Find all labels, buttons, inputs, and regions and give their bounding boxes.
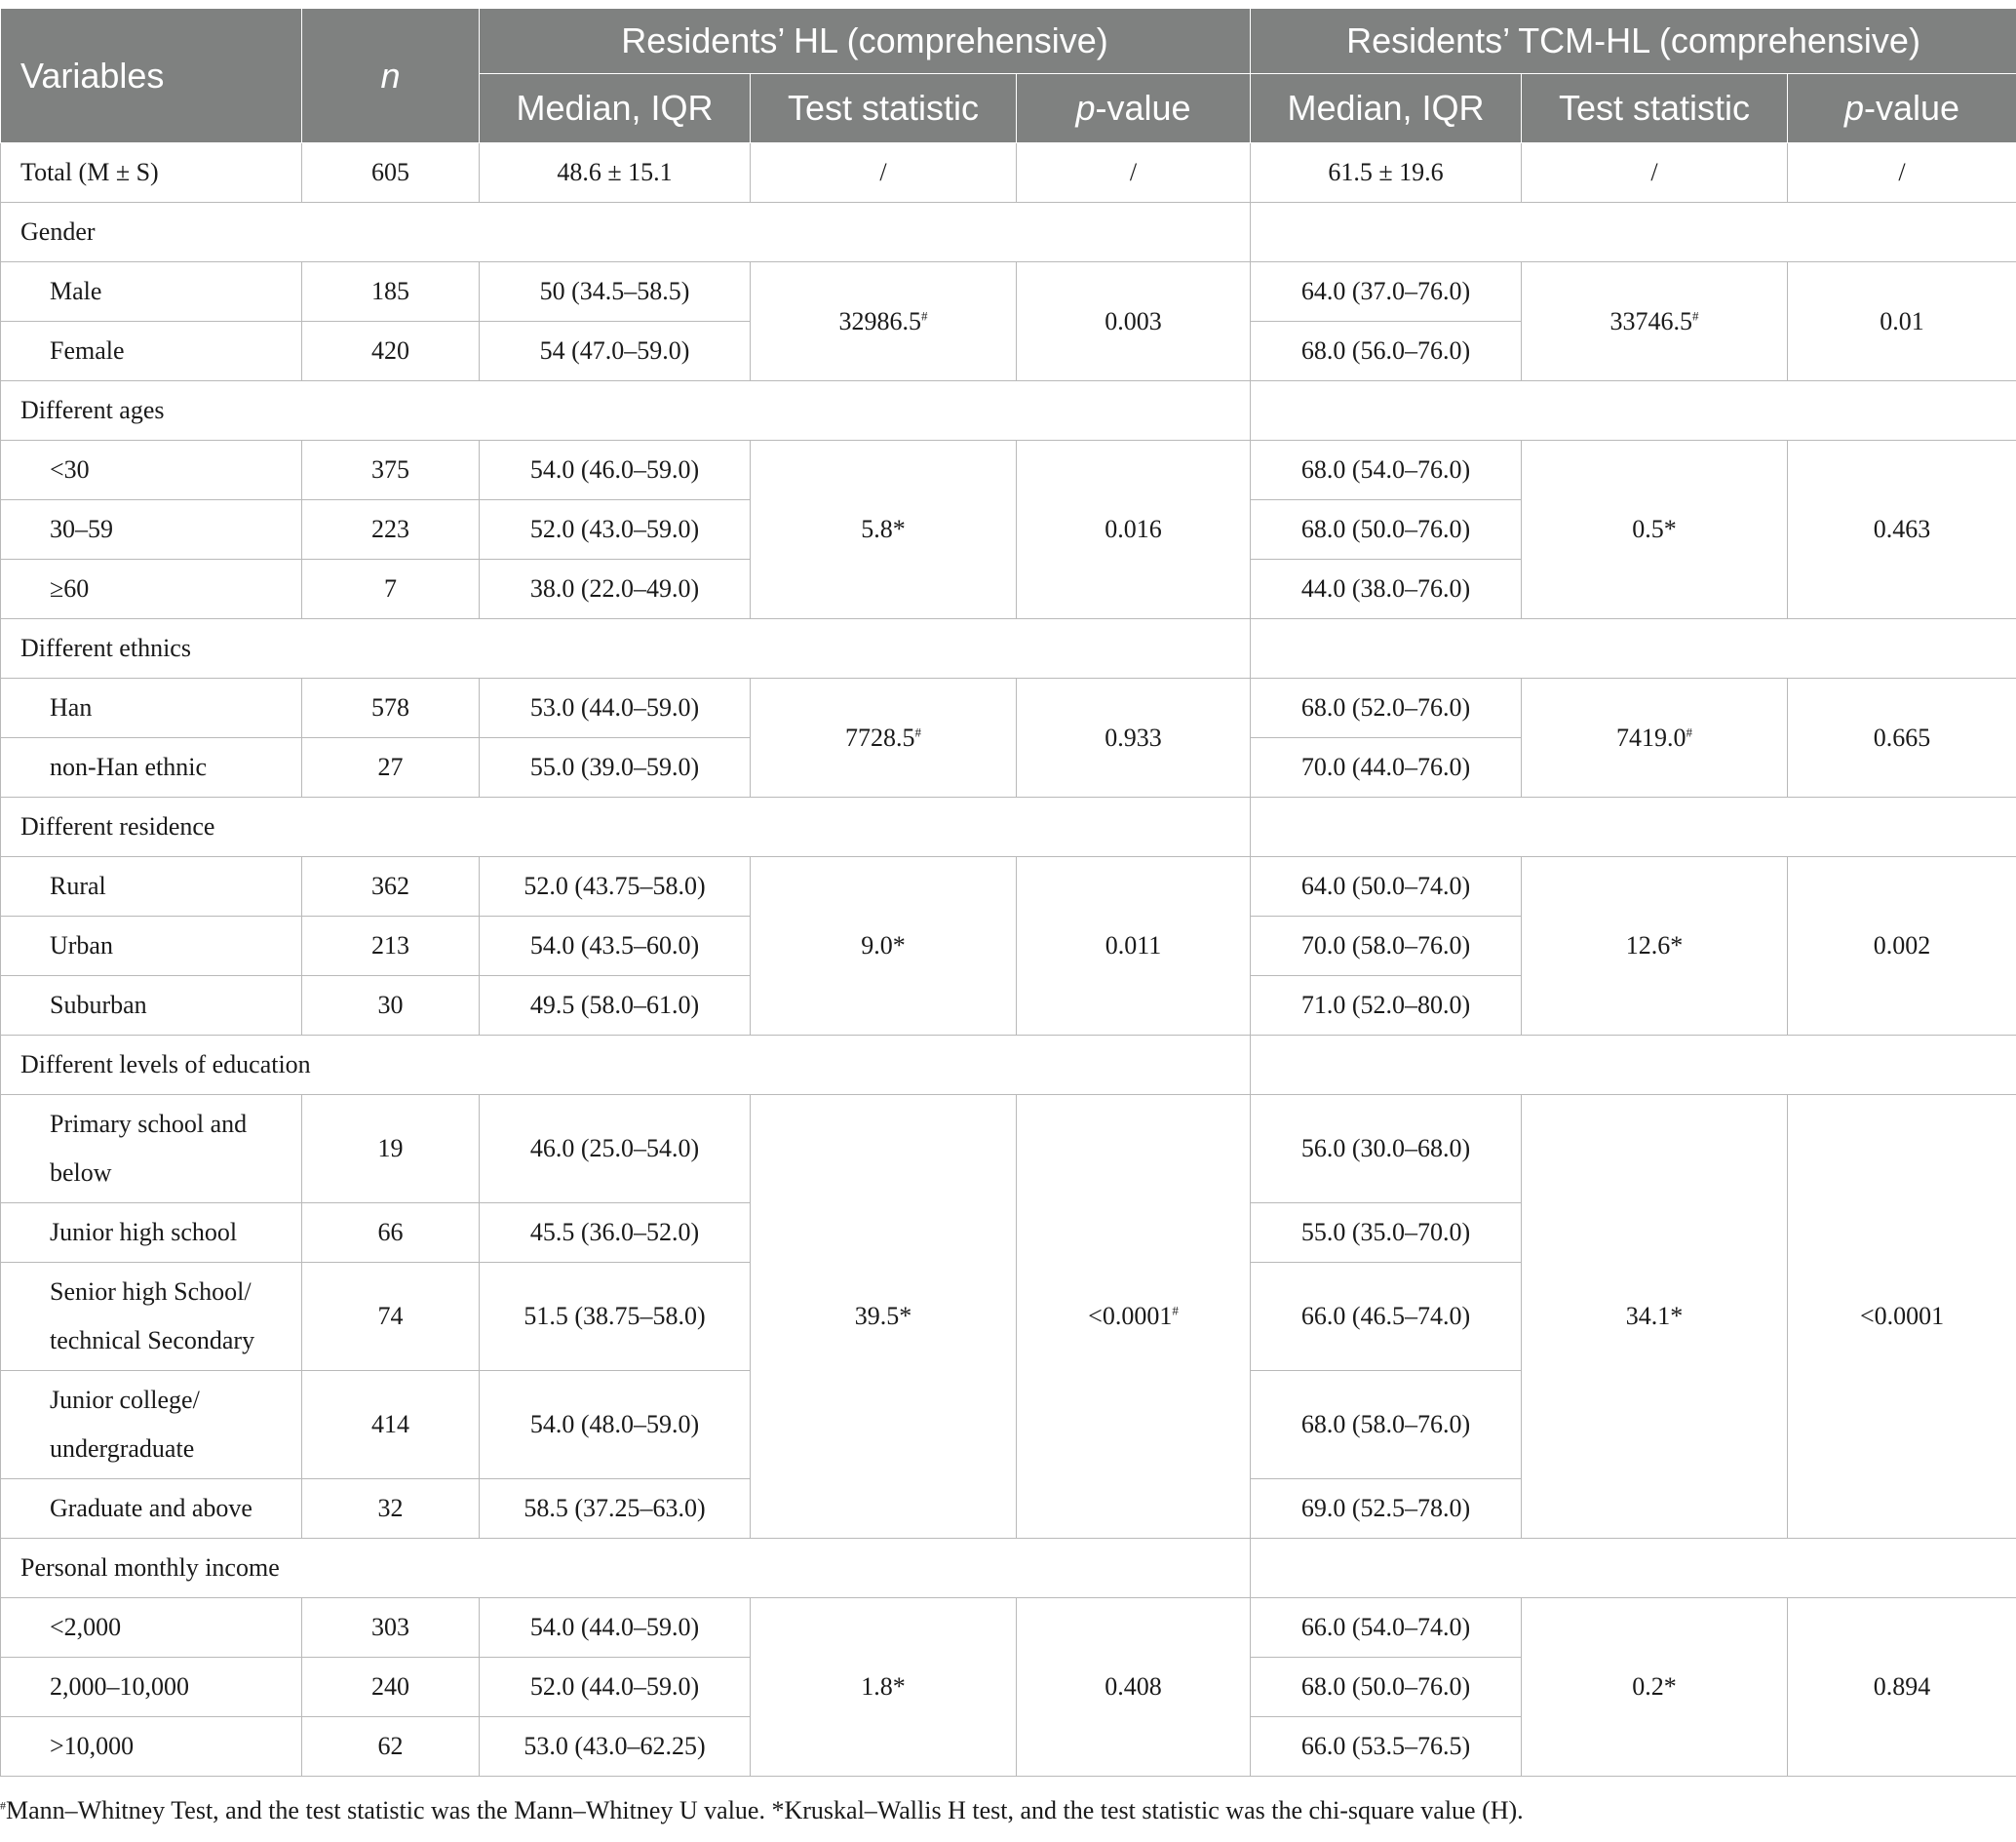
table-footnote: #Mann–Whitney Test, and the test statistic was the Mann–Whitney U value. *Kruskal–Wallis H test, and the test statistic was the chi-square value (H). bbox=[0, 1796, 1524, 1824]
hl-p-value: <0.0001# bbox=[1017, 1095, 1251, 1539]
row-label: non-Han ethnic bbox=[1, 738, 302, 798]
tcm-p-header: p-value bbox=[1788, 74, 2016, 143]
table-row bbox=[1, 441, 2016, 500]
total-tcm-stat: / bbox=[1522, 143, 1788, 203]
row-tcm-median: 69.0 (52.5–78.0) bbox=[1251, 1479, 1522, 1539]
total-row bbox=[1, 143, 2016, 203]
row-n: 30 bbox=[302, 976, 480, 1036]
row-n: 213 bbox=[302, 917, 480, 976]
row-tcm-median: 68.0 (54.0–76.0) bbox=[1251, 441, 1522, 500]
tcm-p-value: 0.01 bbox=[1788, 262, 2016, 381]
hl-p-value: 0.408 bbox=[1017, 1598, 1251, 1777]
total-tcm-p: / bbox=[1788, 143, 2016, 203]
row-label: 2,000–10,000 bbox=[1, 1658, 302, 1717]
row-hl-median: 50 (34.5–58.5) bbox=[480, 262, 751, 322]
row-hl-median: 54 (47.0–59.0) bbox=[480, 322, 751, 381]
row-label: <30 bbox=[1, 441, 302, 500]
row-tcm-median: 64.0 (50.0–74.0) bbox=[1251, 857, 1522, 917]
row-tcm-median: 66.0 (54.0–74.0) bbox=[1251, 1598, 1522, 1658]
group-header-row bbox=[1, 798, 2016, 857]
row-hl-median: 54.0 (43.5–60.0) bbox=[480, 917, 751, 976]
hl-test-statistic: 9.0* bbox=[751, 857, 1017, 1036]
total-tcm-median: 61.5 ± 19.6 bbox=[1251, 143, 1522, 203]
row-n: 185 bbox=[302, 262, 480, 322]
group-blank bbox=[1251, 1036, 2016, 1095]
table-row bbox=[1, 262, 2016, 322]
group-header-row bbox=[1, 1539, 2016, 1598]
group-header-row bbox=[1, 1036, 2016, 1095]
row-hl-median: 53.0 (44.0–59.0) bbox=[480, 679, 751, 738]
row-n: 32 bbox=[302, 1479, 480, 1539]
row-label: <2,000 bbox=[1, 1598, 302, 1658]
row-label: ≥60 bbox=[1, 560, 302, 619]
group-label: Different ages bbox=[1, 381, 1251, 441]
row-label: 30–59 bbox=[1, 500, 302, 560]
table-header bbox=[1, 9, 2016, 143]
row-n: 362 bbox=[302, 857, 480, 917]
row-label: Urban bbox=[1, 917, 302, 976]
row-label: Rural bbox=[1, 857, 302, 917]
row-n: 578 bbox=[302, 679, 480, 738]
row-n: 240 bbox=[302, 1658, 480, 1717]
group-label: Gender bbox=[1, 203, 1251, 262]
hl-test-statistic: 7728.5# bbox=[751, 679, 1017, 798]
tcm-median-header: Median, IQR bbox=[1251, 74, 1522, 143]
row-n: 74 bbox=[302, 1263, 480, 1371]
row-tcm-median: 71.0 (52.0–80.0) bbox=[1251, 976, 1522, 1036]
hl-median-header: Median, IQR bbox=[480, 74, 751, 143]
tcm-stat-header: Test statistic bbox=[1522, 74, 1788, 143]
row-hl-median: 58.5 (37.25–63.0) bbox=[480, 1479, 751, 1539]
total-label: Total (M ± S) bbox=[1, 143, 302, 203]
n-header: n bbox=[302, 9, 480, 143]
row-n: 303 bbox=[302, 1598, 480, 1658]
table-row bbox=[1, 1095, 2016, 1203]
tcm-test-statistic: 0.5* bbox=[1522, 441, 1788, 619]
row-n: 375 bbox=[302, 441, 480, 500]
hl-p-value: 0.011 bbox=[1017, 857, 1251, 1036]
tcm-test-statistic: 34.1* bbox=[1522, 1095, 1788, 1539]
row-label: Senior high School/ technical Secondary bbox=[1, 1263, 302, 1371]
row-hl-median: 51.5 (38.75–58.0) bbox=[480, 1263, 751, 1371]
row-hl-median: 54.0 (44.0–59.0) bbox=[480, 1598, 751, 1658]
group-blank bbox=[1251, 381, 2016, 441]
row-n: 62 bbox=[302, 1717, 480, 1777]
group-header-row bbox=[1, 381, 2016, 441]
row-tcm-median: 44.0 (38.0–76.0) bbox=[1251, 560, 1522, 619]
hl-stat-header: Test statistic bbox=[751, 74, 1017, 143]
row-label: Graduate and above bbox=[1, 1479, 302, 1539]
row-label: Female bbox=[1, 322, 302, 381]
group-label: Different residence bbox=[1, 798, 1251, 857]
row-n: 414 bbox=[302, 1371, 480, 1479]
row-label: >10,000 bbox=[1, 1717, 302, 1777]
group-header-row bbox=[1, 619, 2016, 679]
hl-test-statistic: 39.5* bbox=[751, 1095, 1017, 1539]
hl-test-statistic: 32986.5# bbox=[751, 262, 1017, 381]
row-label: Han bbox=[1, 679, 302, 738]
tcm-group-header: Residents’ TCM-HL (comprehensive) bbox=[1251, 9, 2016, 74]
row-tcm-median: 66.0 (53.5–76.5) bbox=[1251, 1717, 1522, 1777]
row-n: 7 bbox=[302, 560, 480, 619]
total-hl-stat: / bbox=[751, 143, 1017, 203]
row-tcm-median: 66.0 (46.5–74.0) bbox=[1251, 1263, 1522, 1371]
row-tcm-median: 68.0 (50.0–76.0) bbox=[1251, 1658, 1522, 1717]
tcm-p-value: <0.0001 bbox=[1788, 1095, 2016, 1539]
row-tcm-median: 68.0 (58.0–76.0) bbox=[1251, 1371, 1522, 1479]
results-table bbox=[0, 8, 2016, 1777]
row-tcm-median: 70.0 (44.0–76.0) bbox=[1251, 738, 1522, 798]
row-hl-median: 53.0 (43.0–62.25) bbox=[480, 1717, 751, 1777]
row-hl-median: 52.0 (44.0–59.0) bbox=[480, 1658, 751, 1717]
tcm-p-value: 0.894 bbox=[1788, 1598, 2016, 1777]
tcm-p-value: 0.463 bbox=[1788, 441, 2016, 619]
tcm-test-statistic: 0.2* bbox=[1522, 1598, 1788, 1777]
tcm-test-statistic: 33746.5# bbox=[1522, 262, 1788, 381]
row-label: Primary school and below bbox=[1, 1095, 302, 1203]
group-label: Different levels of education bbox=[1, 1036, 1251, 1095]
tcm-p-value: 0.665 bbox=[1788, 679, 2016, 798]
group-header-row bbox=[1, 203, 2016, 262]
row-hl-median: 55.0 (39.0–59.0) bbox=[480, 738, 751, 798]
tcm-p-value: 0.002 bbox=[1788, 857, 2016, 1036]
hl-test-statistic: 5.8* bbox=[751, 441, 1017, 619]
hl-p-value: 0.003 bbox=[1017, 262, 1251, 381]
group-label: Different ethnics bbox=[1, 619, 1251, 679]
row-label: Junior college/ undergraduate bbox=[1, 1371, 302, 1479]
row-hl-median: 52.0 (43.0–59.0) bbox=[480, 500, 751, 560]
row-tcm-median: 64.0 (37.0–76.0) bbox=[1251, 262, 1522, 322]
total-hl-median: 48.6 ± 15.1 bbox=[480, 143, 751, 203]
row-tcm-median: 68.0 (56.0–76.0) bbox=[1251, 322, 1522, 381]
row-label: Male bbox=[1, 262, 302, 322]
row-tcm-median: 70.0 (58.0–76.0) bbox=[1251, 917, 1522, 976]
group-blank bbox=[1251, 1539, 2016, 1598]
row-hl-median: 54.0 (48.0–59.0) bbox=[480, 1371, 751, 1479]
row-hl-median: 38.0 (22.0–49.0) bbox=[480, 560, 751, 619]
group-blank bbox=[1251, 203, 2016, 262]
table-body bbox=[1, 143, 2016, 1777]
row-hl-median: 54.0 (46.0–59.0) bbox=[480, 441, 751, 500]
table-row bbox=[1, 679, 2016, 738]
variables-header: Variables bbox=[1, 9, 302, 143]
row-hl-median: 49.5 (58.0–61.0) bbox=[480, 976, 751, 1036]
row-hl-median: 45.5 (36.0–52.0) bbox=[480, 1203, 751, 1263]
row-label: Junior high school bbox=[1, 1203, 302, 1263]
row-tcm-median: 68.0 (50.0–76.0) bbox=[1251, 500, 1522, 560]
row-hl-median: 46.0 (25.0–54.0) bbox=[480, 1095, 751, 1203]
group-blank bbox=[1251, 798, 2016, 857]
row-hl-median: 52.0 (43.75–58.0) bbox=[480, 857, 751, 917]
group-blank bbox=[1251, 619, 2016, 679]
row-label: Suburban bbox=[1, 976, 302, 1036]
hl-p-value: 0.016 bbox=[1017, 441, 1251, 619]
row-tcm-median: 56.0 (30.0–68.0) bbox=[1251, 1095, 1522, 1203]
group-label: Personal monthly income bbox=[1, 1539, 1251, 1598]
total-hl-p: / bbox=[1017, 143, 1251, 203]
row-tcm-median: 55.0 (35.0–70.0) bbox=[1251, 1203, 1522, 1263]
hl-p-value: 0.933 bbox=[1017, 679, 1251, 798]
total-n: 605 bbox=[302, 143, 480, 203]
hl-p-header: p-value bbox=[1017, 74, 1251, 143]
tcm-test-statistic: 7419.0# bbox=[1522, 679, 1788, 798]
row-tcm-median: 68.0 (52.0–76.0) bbox=[1251, 679, 1522, 738]
row-n: 66 bbox=[302, 1203, 480, 1263]
row-n: 420 bbox=[302, 322, 480, 381]
hl-group-header: Residents’ HL (comprehensive) bbox=[480, 9, 1251, 74]
hl-test-statistic: 1.8* bbox=[751, 1598, 1017, 1777]
row-n: 27 bbox=[302, 738, 480, 798]
table-row bbox=[1, 857, 2016, 917]
table-row bbox=[1, 1598, 2016, 1658]
row-n: 19 bbox=[302, 1095, 480, 1203]
tcm-test-statistic: 12.6* bbox=[1522, 857, 1788, 1036]
row-n: 223 bbox=[302, 500, 480, 560]
